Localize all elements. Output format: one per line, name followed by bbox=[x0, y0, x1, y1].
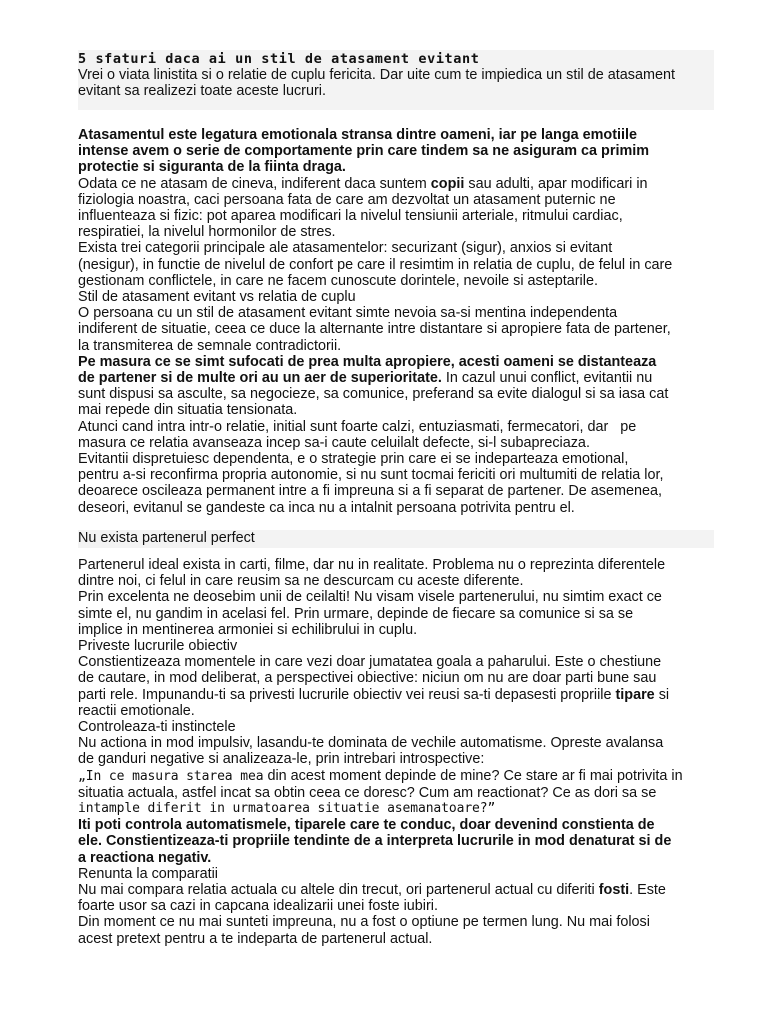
text-line: sunt dispusi sa asculte, sa negocieze, sa comunice, preferand sa evite dialogul si sa iasa cat bbox=[78, 386, 669, 403]
bold-word: fosti bbox=[598, 882, 630, 899]
quote-line: situatia actuala, astfel incat sa obtin ceea ce doresc? Cum am reactionat? Ce as dori sa se bbox=[78, 784, 657, 801]
text-line: parti rele. Impunandu-ti sa privesti lucrurile obiectiv vei reusi sa-ti depasesti propriile tipare si bbox=[78, 686, 670, 703]
text-line: implice in mentinerea armoniei si echilibrului in cuplu. bbox=[78, 621, 418, 638]
bold-paragraph: Atasamentul este legatura emotionala stransa dintre oameni, iar pe langa emotiile bbox=[78, 127, 638, 143]
text-line: simte el, nu gandim in acelasi fel. Prin urmare, depinde de fiecare sa comunice si sa se bbox=[78, 605, 634, 622]
text-line: de ganduri negative si analizeaza-le, prin intrebari introspective: bbox=[78, 751, 485, 768]
text-line: Nu mai compara relatia actuala cu altele din trecut, ori partenerul actual cu diferiti fosti. Este bbox=[78, 882, 666, 899]
bold-word: tipare bbox=[615, 686, 655, 703]
section-heading-block bbox=[78, 530, 714, 548]
text-line: de partener si de multe ori au un aer de superioritate. In cazul unui conflict, evitantii nu bbox=[78, 370, 653, 387]
section-heading: Nu exista partenerul perfect bbox=[78, 530, 255, 546]
text-line: Nu actiona in mod impulsiv, lasandu-te dominata de vechile automatisme. Opreste avalansa bbox=[78, 735, 664, 752]
text-line: O persoana cu un stil de atasament evitant simte nevoia sa-si mentina independenta bbox=[78, 305, 618, 322]
quote-line: „In ce masura starea mea din acest moment depinde de mine? Ce stare ar fi mai potrivita in bbox=[78, 767, 683, 784]
section-heading: Stil de atasament evitant vs relatia de cuplu bbox=[78, 289, 356, 306]
bold-paragraph: intense avem o serie de comportamente prin care tindem sa ne asiguram ca primim bbox=[78, 143, 650, 160]
bold-paragraph: ele. Constientizeaza-ti propriile tendinte de a interpreta lucrurile in mod denaturat si de bbox=[78, 833, 672, 850]
text-line: Constientizeaza momentele in care vezi doar jumatatea goala a paharului. Este o chestiune bbox=[78, 654, 662, 671]
text-line: de cautare, in mod deliberat, a perspectivei obiective: niciun om nu are doar parti bune sau bbox=[78, 670, 657, 687]
body-second bbox=[78, 557, 714, 947]
body-main bbox=[78, 127, 714, 516]
intro-line: evitant sa realizezi toate aceste lucruri. bbox=[78, 83, 326, 100]
text-line: respiratiei, la nivelul hormonilor de stres. bbox=[78, 224, 336, 241]
bold-paragraph: Pe masura ce se simt sufocati de prea multa apropiere, acesti oameni se distanteaza bbox=[78, 353, 657, 370]
text-line: acest pretext pentru a te indeparta de partenerul actual. bbox=[78, 930, 433, 947]
intro-line: Vrei o viata linistita si o relatie de cuplu fericita. Dar uite cum te impiedica un stil de atasament bbox=[78, 67, 675, 84]
text-line: Exista trei categorii principale ale atasamentelor: securizant (sigur), anxios si evitant bbox=[78, 240, 613, 257]
text-line: indiferent de situatie, ceea ce duce la alternante intre distantare si apropiere fata de partener, bbox=[78, 321, 671, 338]
quote-line: intample diferit in urmatoarea situatie asemanatoare?” bbox=[78, 801, 496, 817]
text-line: reactii emotionale. bbox=[78, 702, 195, 719]
text-line: (nesigur), in functie de nivelul de confort pe care il resimtim in relatia de cuplu, de felul in care bbox=[78, 256, 673, 273]
text-line: Evitantii dispretuiesc dependenta, e o strategie prin care ei se indeparteaza emotional, bbox=[78, 451, 629, 468]
section-heading: Controleaza-ti instinctele bbox=[78, 719, 236, 736]
text-line: la transmiterea de semnale contradictorii. bbox=[78, 337, 342, 354]
article-title: 5 sfaturi daca ai un stil de atasament evitant bbox=[78, 51, 480, 67]
text-line: masura ce relatia avanseaza incep sa-i caute celuilalt defecte, si-l subapreciaza. bbox=[78, 434, 590, 451]
text-line: pentru a-si reconfirma propria autonomie, si nu sunt tocmai fericiti ori multumiti de relatia lor, bbox=[78, 467, 664, 484]
text-line: fiziologia noastra, caci persoana fata de care am dezvoltat un atasament puternic ne bbox=[78, 191, 616, 208]
text-line: Atunci cand intra intr-o relatie, initial sunt foarte calzi, entuziasmati, fermecatori, dar pe bbox=[78, 418, 637, 435]
section-heading: Priveste lucrurile obiectiv bbox=[78, 638, 238, 655]
bold-paragraph: Iti poti controla automatismele, tiparele care te conduc, doar devenind constienta de bbox=[78, 817, 655, 834]
bold-paragraph: protectie si siguranta de la fiinta draga. bbox=[78, 159, 346, 176]
section-heading: Renunta la comparatii bbox=[78, 865, 218, 882]
text-line: deoarece oscileaza permanent intre a fi impreuna si a fi separat de partener. De asemenea, bbox=[78, 483, 662, 500]
text-line: foarte usor sa cazi in capcana idealizarii unei foste iubiri. bbox=[78, 898, 438, 915]
text-line: Prin excelenta ne deosebim unii de ceilalti! Nu visam visele partenerului, nu simtim exact ce bbox=[78, 589, 662, 606]
bold-word: copii bbox=[430, 175, 465, 192]
text-line: deseori, evitanul se gandeste ca inca nu a intalnit persoana potrivita pentru el. bbox=[78, 499, 575, 516]
intro-block bbox=[78, 50, 714, 110]
text-line: Odata ce ne atasam de cineva, indiferent daca suntem copii sau adulti, apar modificari in bbox=[78, 175, 648, 192]
text-line: dintre noi, ci felul in care reusim sa ne descurcam cu aceste diferente. bbox=[78, 573, 524, 590]
text-line: influenteaza si fizic: pot aparea modificari la nivelul tensiunii arteriale, ritmului cardiac, bbox=[78, 208, 623, 225]
text-line: gestionam conflictele, in care ne facem cunoscute dorintele, nevoile si asteptarile. bbox=[78, 272, 598, 289]
text-line: Din moment ce nu mai sunteti impreuna, nu a fost o optiune pe termen lung. Nu mai folosi bbox=[78, 914, 650, 931]
bold-paragraph: a reactiona negativ. bbox=[78, 849, 212, 866]
text-line: mai repede din situatia tensionata. bbox=[78, 402, 298, 419]
text-line: Partenerul ideal exista in carti, filme, dar nu in realitate. Problema nu o reprezinta diferentele bbox=[78, 557, 666, 573]
